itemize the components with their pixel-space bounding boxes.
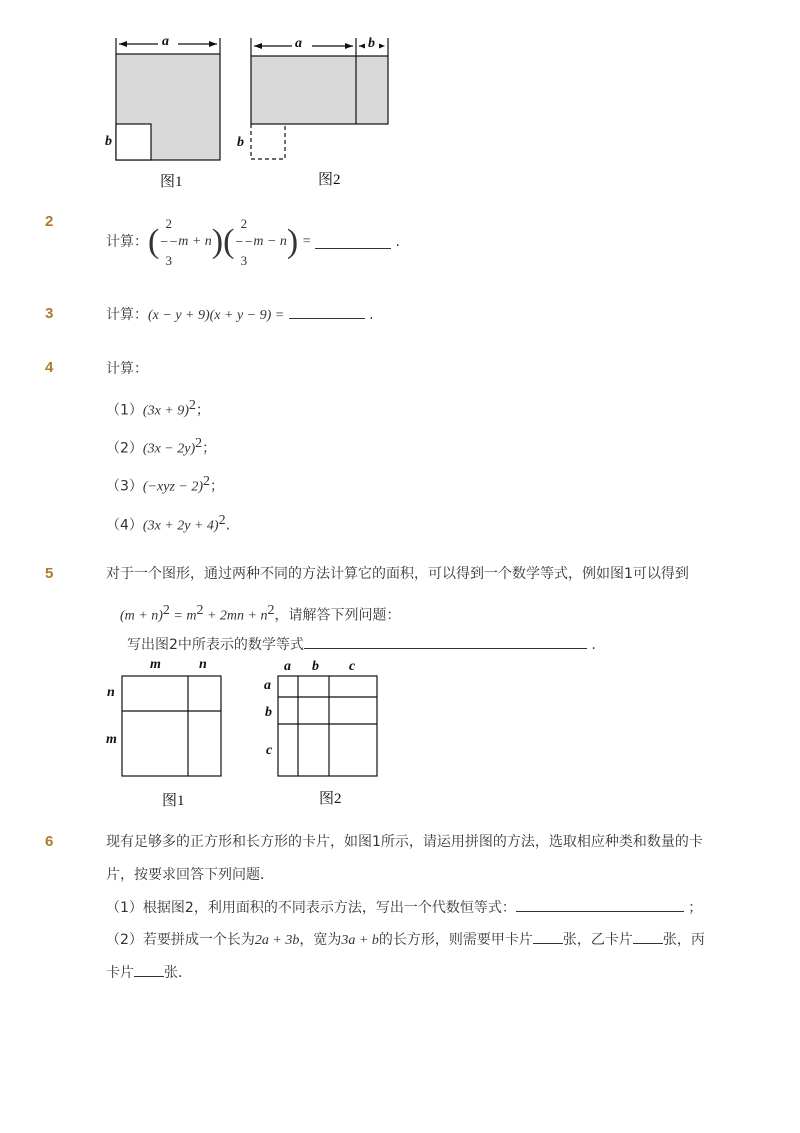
q6-line4-e: 张，丙 xyxy=(662,932,705,948)
q6-line2: 片，按要求回答下列问题． xyxy=(106,867,274,883)
q2-expr1-left: −− xyxy=(159,234,179,250)
q2-end: . xyxy=(395,234,400,250)
q2-expr2-right: m − n xyxy=(253,234,287,249)
fig1-caption: 图1 xyxy=(160,174,183,190)
q6-card-a-blank[interactable] xyxy=(533,931,563,944)
q4-item-exp: 2 xyxy=(188,398,196,413)
top-figure-2 xyxy=(240,34,400,164)
q4-item-end: ； xyxy=(202,440,217,457)
q4-item-end: ； xyxy=(210,478,225,495)
q4-item-label: （1） xyxy=(106,402,143,419)
q4-item-exp: 2 xyxy=(218,513,226,528)
q3-answer-blank[interactable] xyxy=(289,306,365,319)
q5-line2 xyxy=(120,601,400,627)
q6-line3-text: （1）根据图2，利用面积的不同表示方法，写出一个代数恒等式： xyxy=(106,900,516,916)
q6-line3-end: ； xyxy=(688,900,703,916)
q5-figure-2 xyxy=(276,674,380,778)
q2-body: 计算：( 2 −− 3m + n)( 2 −− 3m − n) = . xyxy=(106,215,400,268)
q4-item-exp: 2 xyxy=(195,436,203,451)
question-number: 3 xyxy=(45,305,54,322)
q5-fig1-side-m: m xyxy=(106,732,117,747)
q2-frac2-num: 2 xyxy=(240,215,248,231)
q4-item-expr: (3x + 2y + 4) xyxy=(142,518,219,534)
q6-line3 xyxy=(106,898,702,918)
q6-width-expr: 3a + b xyxy=(341,933,379,948)
q5-fig1-caption: 图1 xyxy=(162,793,185,809)
q2-equals: = xyxy=(302,234,311,249)
q6-card-c-blank[interactable] xyxy=(134,964,164,977)
question-number: 5 xyxy=(45,565,54,582)
q5-answer-blank[interactable] xyxy=(304,636,587,649)
fig1-label-a: a xyxy=(162,34,169,49)
fig2-label-a: a xyxy=(295,36,302,51)
q5-fig2-side-b: b xyxy=(265,705,272,720)
q5-fig2-a: a xyxy=(284,659,291,674)
q3-prefix: 计算： xyxy=(106,307,148,323)
q6-line4-a: （2）若要拼成一个长为 xyxy=(106,932,255,948)
q3-body xyxy=(106,305,374,326)
q5-sup: 2 xyxy=(162,603,170,618)
q6-line4-c: 的长方形，则需要甲卡片 xyxy=(378,932,533,948)
q5-eq-c: + 2mn + n xyxy=(203,608,268,624)
q4-item-expr: (3x − 2y) xyxy=(142,441,196,457)
q5-eq-a: (m + n) xyxy=(120,608,163,624)
q6-identity-blank[interactable] xyxy=(516,899,684,912)
fig2-label-b-top: b xyxy=(368,36,375,51)
q5-line3 xyxy=(127,635,596,655)
q5-fig2-c: c xyxy=(349,659,356,674)
q6-line1: 现有足够多的正方形和长方形的卡片，如图1所示，请运用拼图的方法，选取相应种类和数量的卡 xyxy=(106,834,703,850)
q2-expr1-right: m + n xyxy=(178,234,212,249)
q4-item xyxy=(106,434,216,460)
q5-sup: 2 xyxy=(196,603,204,618)
q5-line3-text: 写出图2中所表示的数学等式 xyxy=(127,637,304,653)
q5-line2-suffix: ，请解答下列问题： xyxy=(274,607,401,624)
q4-item xyxy=(106,511,230,537)
fig2-caption: 图2 xyxy=(318,172,341,188)
q5-fig1-side-n: n xyxy=(107,685,115,700)
fig1-label-b: b xyxy=(105,134,112,149)
q5-sup: 2 xyxy=(267,603,275,618)
q5-fig1-n: n xyxy=(199,657,207,672)
q2-expr2-left: −− xyxy=(234,234,254,250)
q5-eq-b: = m xyxy=(169,608,197,624)
q4-item-expr: (−xyz − 2) xyxy=(142,479,204,495)
q5-fig2-side-a: a xyxy=(264,678,271,693)
q6-line4-d: 张，乙卡片 xyxy=(562,932,633,948)
q5-fig2-b: b xyxy=(312,659,319,674)
top-figure-1 xyxy=(100,34,230,164)
q4-item xyxy=(106,472,224,498)
q4-item-expr: (3x + 9) xyxy=(142,403,189,419)
q4-prefix: 计算： xyxy=(106,361,148,377)
q2-frac1-den: 3 xyxy=(165,252,173,268)
q5-line3-end: . xyxy=(591,637,596,653)
q5-line1: 对于一个图形，通过两种不同的方法计算它的面积，可以得到一个数学等式，例如图1可以得到 xyxy=(106,566,689,582)
q6-line5 xyxy=(106,963,192,983)
q2-fraction-1 xyxy=(159,215,178,270)
q3-end: . xyxy=(369,307,374,323)
q4-item-label: （2） xyxy=(106,440,143,457)
fig2-label-b-side: b xyxy=(237,135,244,150)
q4-item-exp: 2 xyxy=(203,474,211,489)
q2-frac1-num: 2 xyxy=(165,215,173,231)
q6-line5-b: 张． xyxy=(164,965,192,981)
q5-fig2-caption: 图2 xyxy=(319,791,342,807)
q5-figure-1 xyxy=(120,674,224,778)
q2-prefix: 计算： xyxy=(106,234,148,250)
q4-item-label: （3） xyxy=(106,478,143,495)
question-number: 6 xyxy=(45,833,54,850)
q2-frac2-den: 3 xyxy=(240,252,248,268)
question-number: 2 xyxy=(45,213,54,230)
q5-fig2-side-c: c xyxy=(266,743,273,758)
q4-item-label: （4） xyxy=(106,517,143,534)
q2-answer-blank[interactable] xyxy=(315,236,391,249)
q6-line5-a: 卡片 xyxy=(106,965,134,981)
q4-item-end: ； xyxy=(195,402,210,419)
q4-item xyxy=(106,396,210,422)
q3-expr: (x − y + 9)(x + y − 9) = xyxy=(148,308,285,323)
question-number: 4 xyxy=(45,359,54,376)
q2-paren: ( xyxy=(148,223,160,260)
q2-fraction-2 xyxy=(234,215,253,270)
q6-line4 xyxy=(106,930,705,951)
q5-fig1-m: m xyxy=(150,657,161,672)
q6-card-b-blank[interactable] xyxy=(633,931,663,944)
q6-line4-b: ，宽为 xyxy=(299,932,342,948)
q4-item-end: . xyxy=(225,517,231,534)
q6-length-expr: 2a + 3b xyxy=(254,933,300,948)
